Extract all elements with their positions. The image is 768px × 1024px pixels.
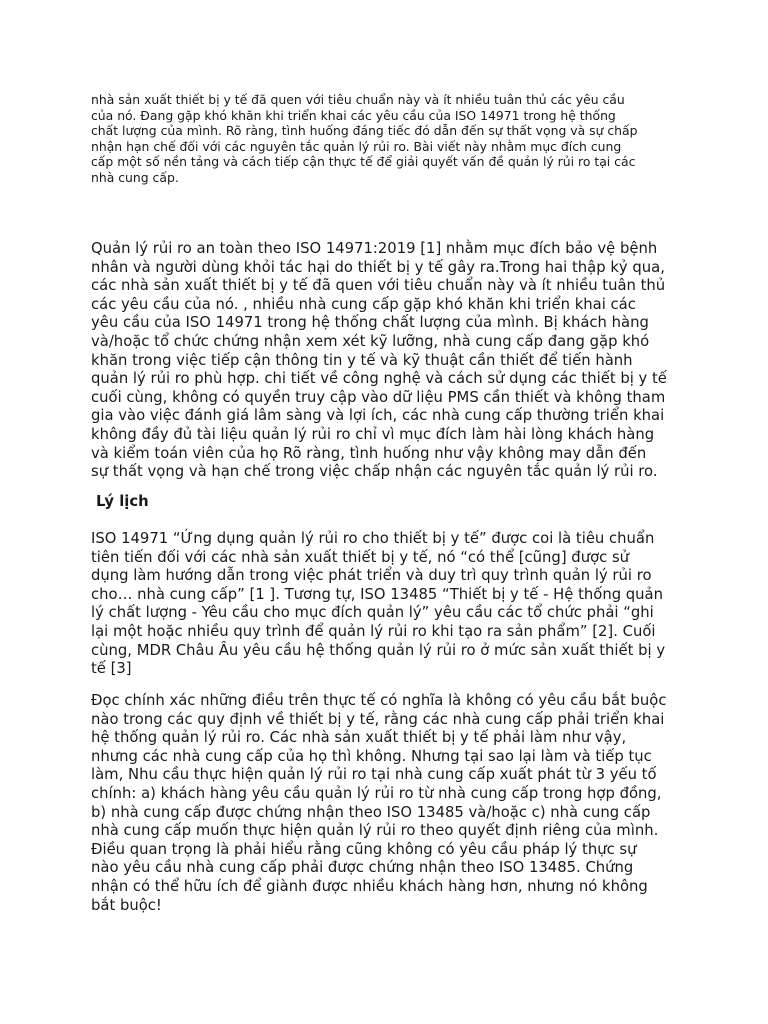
intro-paragraph: nhà sản xuất thiết bị y tế đã quen với tiêu chuẩn này và ít nhiều tuân thủ các yêu cầu của nó. Đang gặp khó khăn khi triển khai các yêu cầu của ISO 14971 trong hệ thống chất lượng của mình. Rõ ràng, tình huống đáng tiếc đó dẫn đến sự thất vọng và sự chấp nhận hạn chế đối với các nguyên tắc quản lý rủi ro. Bài viết này nhằm mục đích cung cấp một số nền tảng và cách tiếp cận thực tế để giải quyết vấn đề quản lý rủi ro tại các nhà cung cấp. xyxy=(91,92,638,185)
section-heading: Lý lịch xyxy=(96,493,149,510)
paragraph-background: ISO 14971 “Ứng dụng quản lý rủi ro cho thiết bị y tế” được coi là tiêu chuẩn tiên tiến đối với các nhà sản xuất thiết bị y tế, nó “có thể [cũng] được sử dụng làm hướng dẫn trong việc phát triển và duy trì quy trình quản lý rủi ro cho… nhà cung cấp” [1 ]. Tương tự, ISO 13485 “Thiết bị y tế - Hệ thống quản lý chất lượng - Yêu cầu cho mục đích quản lý” yêu cầu các tổ chức phải “ghi lại một hoặc nhiều quy trình để quản lý rủi ro khi tạo ra sản phẩm” [2]. Cuối cùng, MDR Châu Âu yêu cầu hệ thống quản lý rủi ro ở mức sản xuất thiết bị y tế [3] xyxy=(91,530,666,678)
paragraph-requirements: Đọc chính xác những điều trên thực tế có nghĩa là không có yêu cầu bắt buộc nào trong các quy định về thiết bị y tế, rằng các nhà cung cấp phải triển khai hệ thống quản lý rủi ro. Các nhà sản xuất thiết bị y tế phải làm như vậy, nhưng các nhà cung cấp của họ thì không. Nhưng tại sao lại làm và tiếp tục làm, Nhu cầu thực hiện quản lý rủi ro tại nhà cung cấp xuất phát từ 3 yếu tố chính: a) khách hàng yêu cầu quản lý rủi ro từ nhà cung cấp trong hợp đồng, b) nhà cung cấp được chứng nhận theo ISO 13485 và/hoặc c) nhà cung cấp nhà cung cấp muốn thực hiện quản lý rủi ro theo quyết định riêng của mình. Điều quan trọng là phải hiểu rằng cũng không có yêu cầu pháp lý thực sự nào yêu cầu nhà cung cấp phải được chứng nhận theo ISO 13485. Chứng nhận có thể hữu ích để giành được nhiều khách hàng hơn, nhưng nó không bắt buộc! xyxy=(91,692,667,914)
paragraph-risk-management: Quản lý rủi ro an toàn theo ISO 14971:2019 [1] nhằm mục đích bảo vệ bệnh nhân và người dùng khỏi tác hại do thiết bị y tế gây ra.Trong hai thập kỷ qua, các nhà sản xuất thiết bị y tế đã quen với tiêu chuẩn này và ít nhiều tuân thủ các yêu cầu của nó. , nhiều nhà cung cấp gặp khó khăn khi triển khai các yêu cầu của ISO 14971 trong hệ thống chất lượng của mình. Bị khách hàng và/hoặc tổ chức chứng nhận xem xét kỹ lưỡng, nhà cung cấp đang gặp khó khăn trong việc tiếp cận thông tin y tế và kỹ thuật cần thiết để tiến hành quản lý rủi ro phù hợp. chi tiết về công nghệ và cách sử dụng các thiết bị y tế cuối cùng, không có quyền truy cập vào dữ liệu PMS cần thiết và không tham gia vào việc đánh giá lâm sàng và lợi ích, các nhà cung cấp thường triển khai không đầy đủ tài liệu quản lý rủi ro chỉ vì mục đích làm hài lòng khách hàng và kiểm toán viên của họ Rõ ràng, tình huống như vậy không may dẫn đến sự thất vọng và hạn chế trong việc chấp nhận các nguyên tắc quản lý rủi ro. xyxy=(91,240,667,481)
